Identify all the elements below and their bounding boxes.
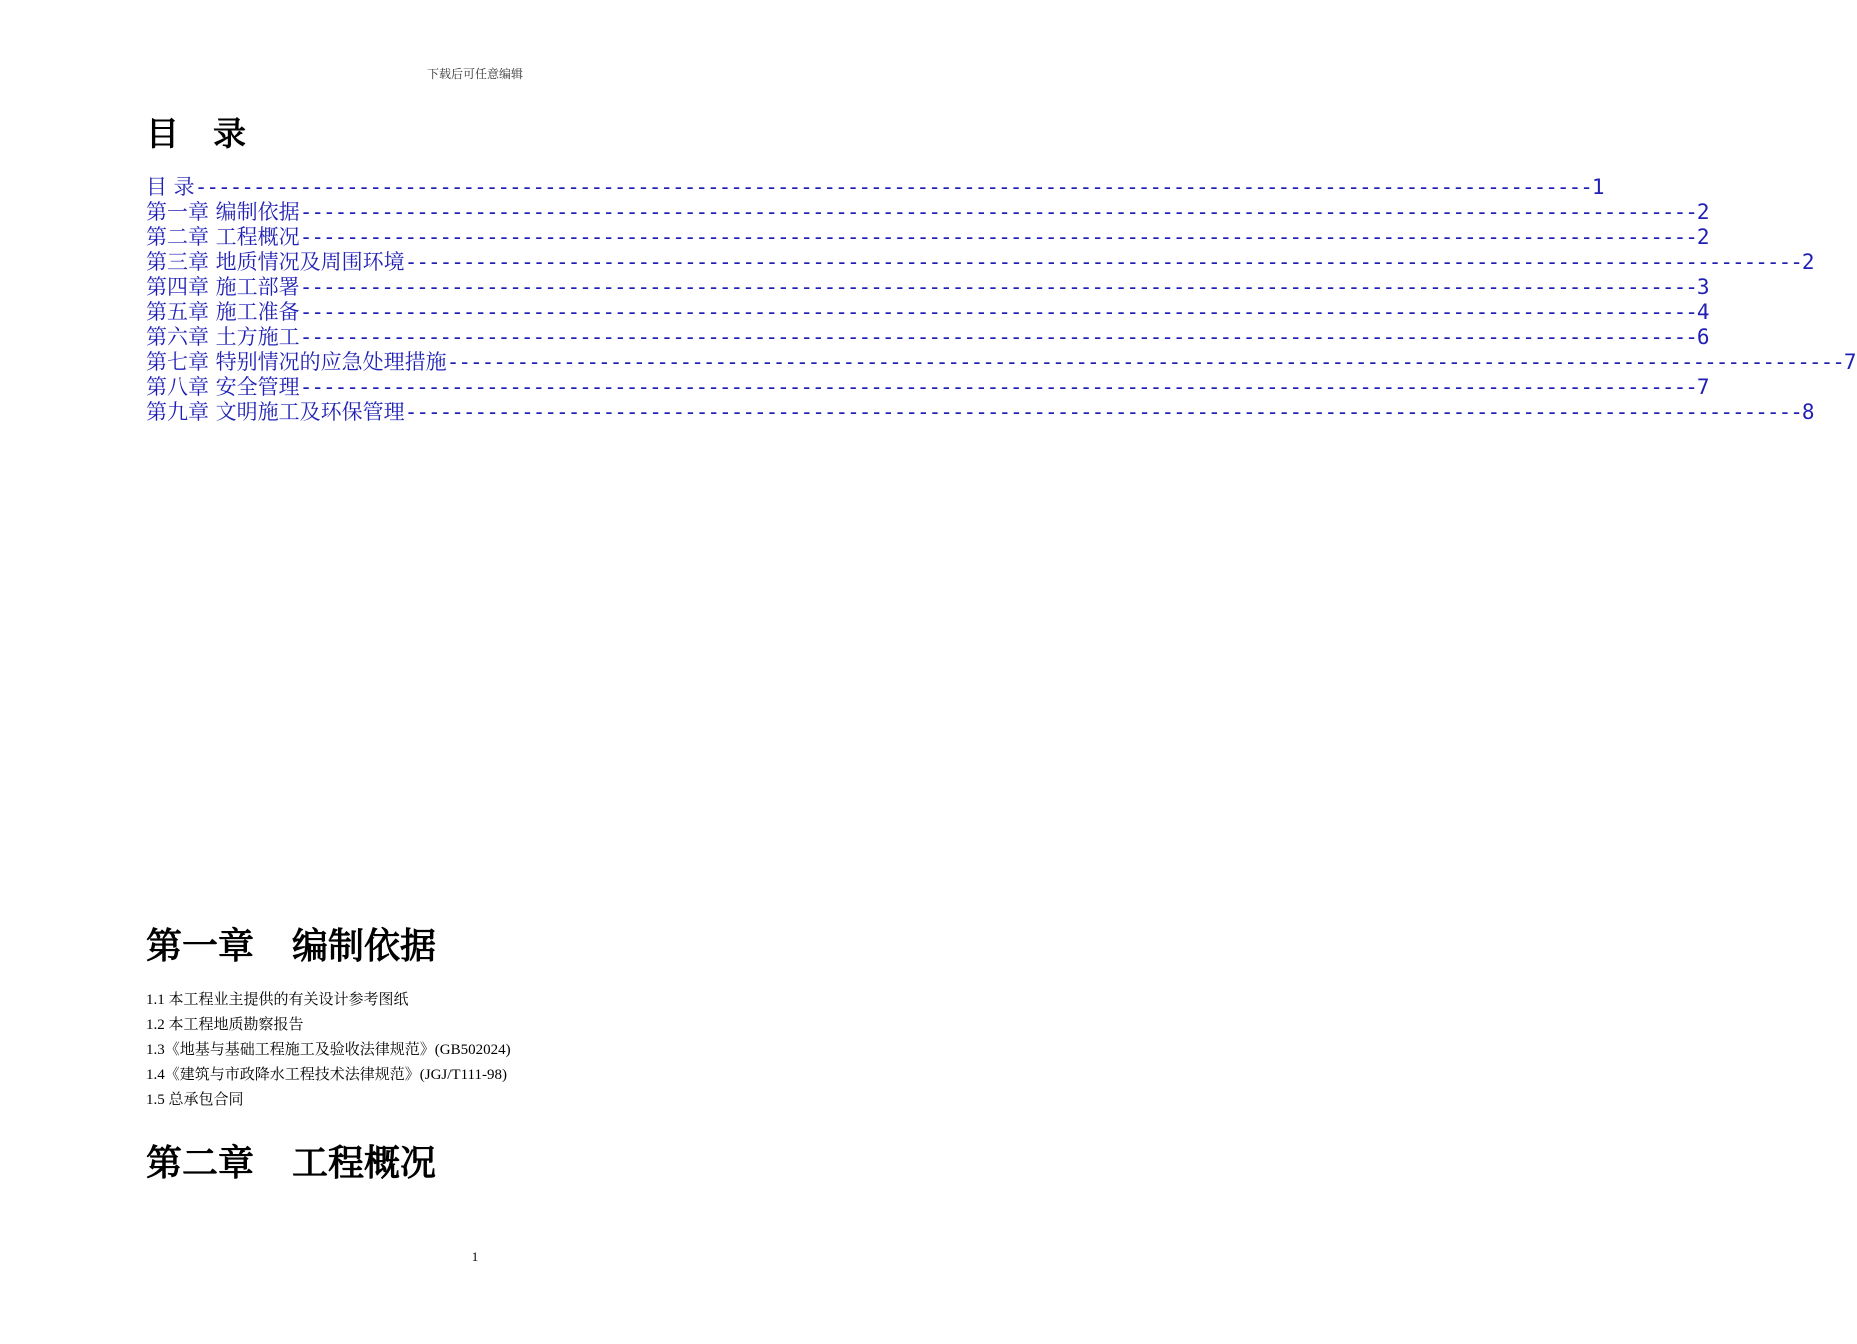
- toc-entry[interactable]: [146, 400, 1815, 425]
- toc-entry-title: 第二章 工程概况: [146, 225, 300, 249]
- toc-entry[interactable]: [146, 275, 1710, 300]
- toc-entry[interactable]: [146, 200, 1710, 225]
- chapter-2-number: 第二章: [146, 1143, 255, 1184]
- toc-leader: ------------------------------------------------------------------------------------------------------------------------: [299, 225, 1697, 249]
- chapter-2-title: 工程概况: [292, 1143, 437, 1184]
- toc-entry-page: 8: [1801, 400, 1815, 424]
- list-item: 1.3《地基与基础工程施工及验收法律规范》(GB502024): [146, 1042, 511, 1058]
- toc-entry[interactable]: [146, 300, 1710, 325]
- chapter-1-title: 编制依据: [292, 926, 437, 967]
- toc-entry-title: 第六章 土方施工: [146, 325, 300, 349]
- toc-entry-title: 第三章 地质情况及周围环境: [146, 250, 405, 274]
- chapter-1-heading: [146, 918, 436, 969]
- toc-entry-page: 1: [1591, 175, 1605, 199]
- toc-entry-title: 第四章 施工部署: [146, 275, 300, 299]
- toc-entry-title: 第七章 特别情况的应急处理措施: [146, 350, 447, 374]
- toc-entry-page: 7: [1843, 350, 1857, 374]
- toc-leader: ------------------------------------------------------------------------------------------------------------------------: [299, 275, 1697, 299]
- chapter-2-heading: [146, 1135, 436, 1186]
- toc-leader: ------------------------------------------------------------------------------------------------------------------------: [404, 400, 1802, 424]
- toc-entry-title: 第一章 编制依据: [146, 200, 300, 224]
- toc-entry-title: 第八章 安全管理: [146, 375, 300, 399]
- toc-entry[interactable]: [146, 225, 1710, 250]
- toc-entry-page: 4: [1696, 300, 1710, 324]
- toc-leader: ------------------------------------------------------------------------------------------------------------------------: [446, 350, 1844, 374]
- page-number: 1: [471, 1249, 479, 1264]
- toc-heading-right: 录: [213, 114, 246, 153]
- page-header: 下载后可任意编辑: [426, 67, 523, 81]
- toc-entry-title: 第九章 文明施工及环保管理: [146, 400, 405, 424]
- list-item: 1.2 本工程地质勘察报告: [146, 1017, 304, 1033]
- toc-entry-title: 目 录: [146, 175, 195, 199]
- toc-leader: ------------------------------------------------------------------------------------------------------------------------: [299, 300, 1697, 324]
- toc-entry[interactable]: [146, 325, 1710, 350]
- toc-heading-left: 目: [146, 114, 179, 153]
- toc-entry[interactable]: [146, 350, 1857, 375]
- toc-entry-page: 7: [1696, 375, 1710, 399]
- toc-leader: ------------------------------------------------------------------------------------------------------------------------: [299, 375, 1697, 399]
- list-item: 1.4《建筑与市政降水工程技术法律规范》(JGJ/T111-98): [146, 1067, 507, 1083]
- compilation-basis-list: [146, 988, 511, 1113]
- toc-entry[interactable]: [146, 250, 1815, 275]
- toc-leader: ------------------------------------------------------------------------------------------------------------------------: [299, 325, 1697, 349]
- toc-leader: ------------------------------------------------------------------------------------------------------------------------: [194, 175, 1592, 199]
- toc-entry-page: 2: [1801, 250, 1815, 274]
- toc-entry[interactable]: [146, 375, 1710, 400]
- table-of-contents: [146, 175, 1857, 425]
- toc-entry-page: 6: [1696, 325, 1710, 349]
- toc-heading: [146, 108, 246, 155]
- toc-entry-page: 2: [1696, 200, 1710, 224]
- toc-entry-title: 第五章 施工准备: [146, 300, 300, 324]
- list-item: 1.1 本工程业主提供的有关设计参考图纸: [146, 992, 409, 1008]
- toc-entry-page: 3: [1696, 275, 1710, 299]
- toc-entry-page: 2: [1696, 225, 1710, 249]
- toc-leader: ------------------------------------------------------------------------------------------------------------------------: [404, 250, 1802, 274]
- toc-leader: ------------------------------------------------------------------------------------------------------------------------: [299, 200, 1697, 224]
- chapter-1-number: 第一章: [146, 926, 255, 967]
- list-item: 1.5 总承包合同: [146, 1092, 244, 1108]
- toc-entry[interactable]: [146, 175, 1605, 200]
